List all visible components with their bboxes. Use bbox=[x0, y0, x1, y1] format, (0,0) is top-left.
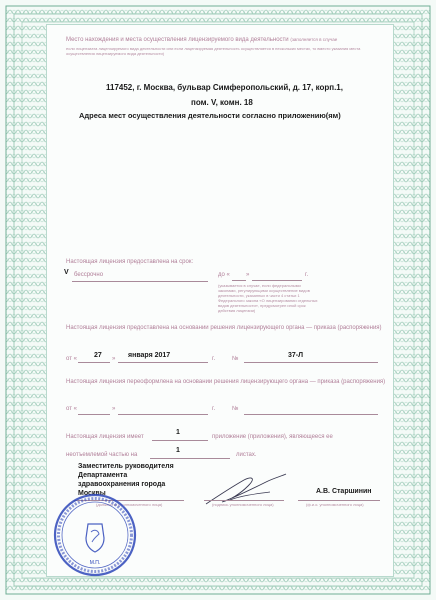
signatory-title-line-1: Заместитель руководителя bbox=[78, 463, 174, 470]
address-line-1: 117452, г. Москва, бульвар Симферопольский, д. 17, корп.1, bbox=[106, 83, 343, 92]
term-until-prefix: до « bbox=[218, 272, 230, 278]
appendix-sheets: 1 bbox=[176, 447, 180, 454]
term-option-label: бессрочно bbox=[74, 272, 104, 278]
reissued-quote-close: » bbox=[112, 406, 116, 412]
term-option-underline bbox=[72, 281, 208, 282]
term-footnote: (указывается в случае, если федеральными законами, регулирующими осуществление видов деятельности, указанных в части 4 статьи 1 Федерального закона «О лицензировании отдельных видов деятельности», предусмотрен иной срок действия лицензии) bbox=[218, 283, 318, 313]
appendix-text-line2-after: листах. bbox=[236, 452, 257, 458]
header-fine-print: если лицензиата лицензируемого вида деятельности или если лицензируемая деятельность осуществляется в нескольких местах, то вместо указания места осуществления лицензируемого вида деятельности) bbox=[66, 46, 361, 56]
appendix-text-line2-before: неотъемлемой частью на bbox=[66, 452, 138, 458]
term-intro: Настоящая лицензия предоставлена на срок: bbox=[66, 259, 194, 265]
appendix-sheets-underline bbox=[150, 458, 230, 459]
stamp-mp-text: М.П. bbox=[89, 560, 101, 566]
granted-number: 37-Л bbox=[288, 352, 304, 359]
reissued-text: Настоящая лицензия переоформлена на основании решения лицензирующего органа — приказа (распоряжения) bbox=[66, 379, 386, 385]
granted-text: Настоящая лицензия предоставлена на основании решения лицензирующего органа — приказа (распоряжения) bbox=[66, 325, 382, 331]
granted-from-label: от « bbox=[66, 356, 77, 362]
granted-month-year: января 2017 bbox=[128, 352, 171, 359]
appendix-text-after: приложение (приложения), являющееся ее bbox=[212, 434, 333, 440]
granted-year-suffix: г. bbox=[212, 356, 216, 362]
appendix-text-before: Настоящая лицензия имеет bbox=[66, 434, 144, 440]
reissued-month-underline bbox=[118, 414, 208, 415]
header-lead-right: (заполняется в случае bbox=[290, 37, 338, 42]
reissued-from-label: от « bbox=[66, 406, 77, 412]
reissued-number-label: № bbox=[232, 406, 239, 412]
reissued-year-suffix: г. bbox=[212, 406, 216, 412]
position-caption: (должность уполномоченного лица) bbox=[96, 502, 163, 507]
term-month-underline bbox=[252, 280, 302, 281]
appendix-count-underline bbox=[152, 440, 208, 441]
name-underline bbox=[298, 500, 380, 501]
name-caption: (ф.и.о. уполномоченного лица) bbox=[306, 502, 364, 507]
signature-underline bbox=[204, 500, 284, 501]
term-until-suffix: г. bbox=[305, 272, 309, 278]
term-check-mark: V bbox=[64, 269, 69, 276]
signatory-title-line-2: Департамента bbox=[78, 472, 128, 479]
reissued-day-underline bbox=[78, 414, 110, 415]
address-subtitle: Адреса мест осуществления деятельности согласно приложению(ям) bbox=[79, 111, 341, 120]
granted-day: 27 bbox=[94, 352, 102, 359]
signature-caption: (подпись уполномоченного лица) bbox=[212, 502, 274, 507]
header-lead bbox=[66, 37, 337, 43]
address-line-2: пом. V, комн. 18 bbox=[191, 98, 253, 107]
granted-number-label: № bbox=[232, 356, 239, 362]
signatory-title-line-4: Москвы bbox=[78, 490, 106, 497]
signatory-name: А.В. Старшинин bbox=[316, 488, 372, 495]
granted-month-underline bbox=[118, 362, 208, 363]
reissued-number-underline bbox=[244, 414, 378, 415]
granted-number-underline bbox=[244, 362, 378, 363]
granted-quote-close: » bbox=[112, 356, 116, 362]
term-day-underline bbox=[232, 280, 246, 281]
signatory-title-line-3: здравоохранения города bbox=[78, 481, 166, 488]
appendix-count: 1 bbox=[176, 429, 180, 436]
official-stamp bbox=[52, 492, 138, 578]
header-lead-left: Место нахождения и места осуществления лицензируемого вида деятельности bbox=[66, 37, 289, 43]
term-until-mid: » bbox=[246, 272, 250, 278]
granted-day-underline bbox=[78, 362, 110, 363]
